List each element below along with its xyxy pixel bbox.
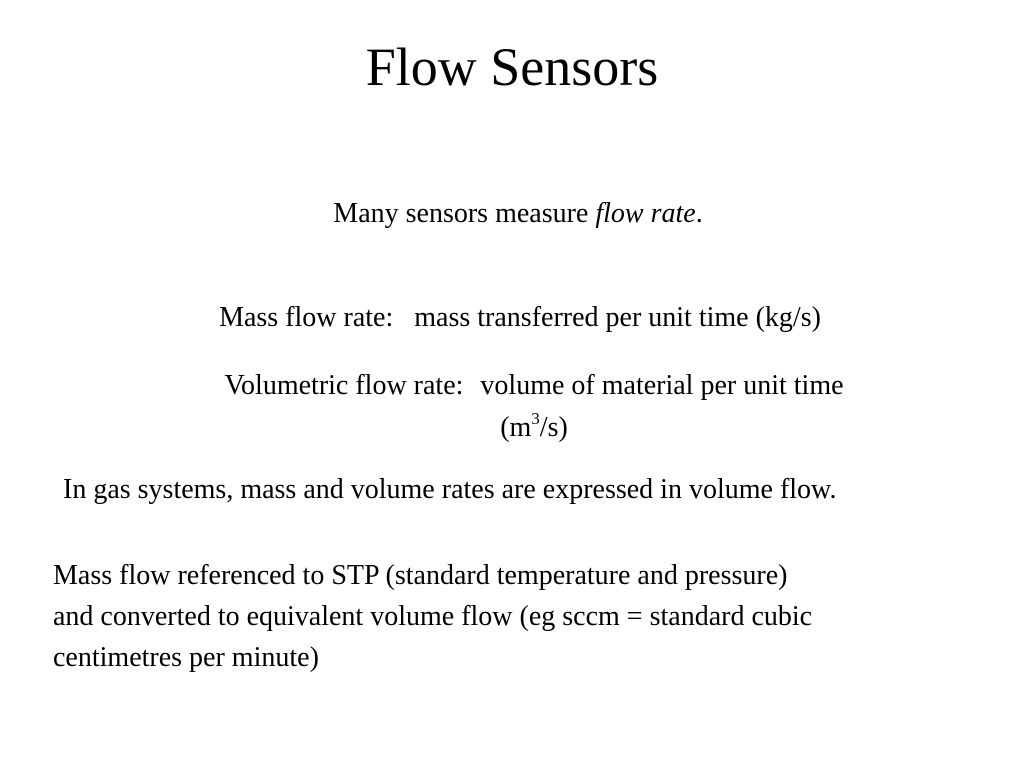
intro-suffix: .: [695, 198, 703, 229]
unit-prefix: (m: [500, 412, 532, 443]
volumetric-flow-unit: [0, 410, 1024, 446]
mass-flow-text: mass transferred per unit time (kg/s): [414, 302, 821, 333]
volumetric-flow-label: Volumetric flow rate:: [224, 370, 464, 401]
mass-flow-label: Mass flow rate:: [219, 302, 394, 333]
unit-exponent: 3: [531, 408, 540, 428]
mass-flow-definition: [0, 300, 1024, 336]
stp-note-line: and converted to equivalent volume flow (eg sccm = standard cubic: [53, 601, 813, 632]
volumetric-flow-text: volume of material per unit time: [480, 370, 844, 401]
intro-prefix: Many sensors measure: [333, 198, 596, 229]
stp-note-line: Mass flow referenced to STP (standard temperature and pressure): [53, 560, 788, 591]
stp-note-line: centimetres per minute): [53, 642, 319, 673]
gas-systems-note: In gas systems, mass and volume rates are expressed in volume flow.: [63, 474, 837, 505]
volumetric-flow-definition: [0, 368, 1024, 404]
intro-emphasis: flow rate: [595, 198, 696, 229]
intro-text: [0, 196, 1024, 232]
stp-note: [53, 555, 1013, 678]
unit-suffix: /s): [539, 412, 568, 443]
slide-title: Flow Sensors: [365, 37, 659, 97]
